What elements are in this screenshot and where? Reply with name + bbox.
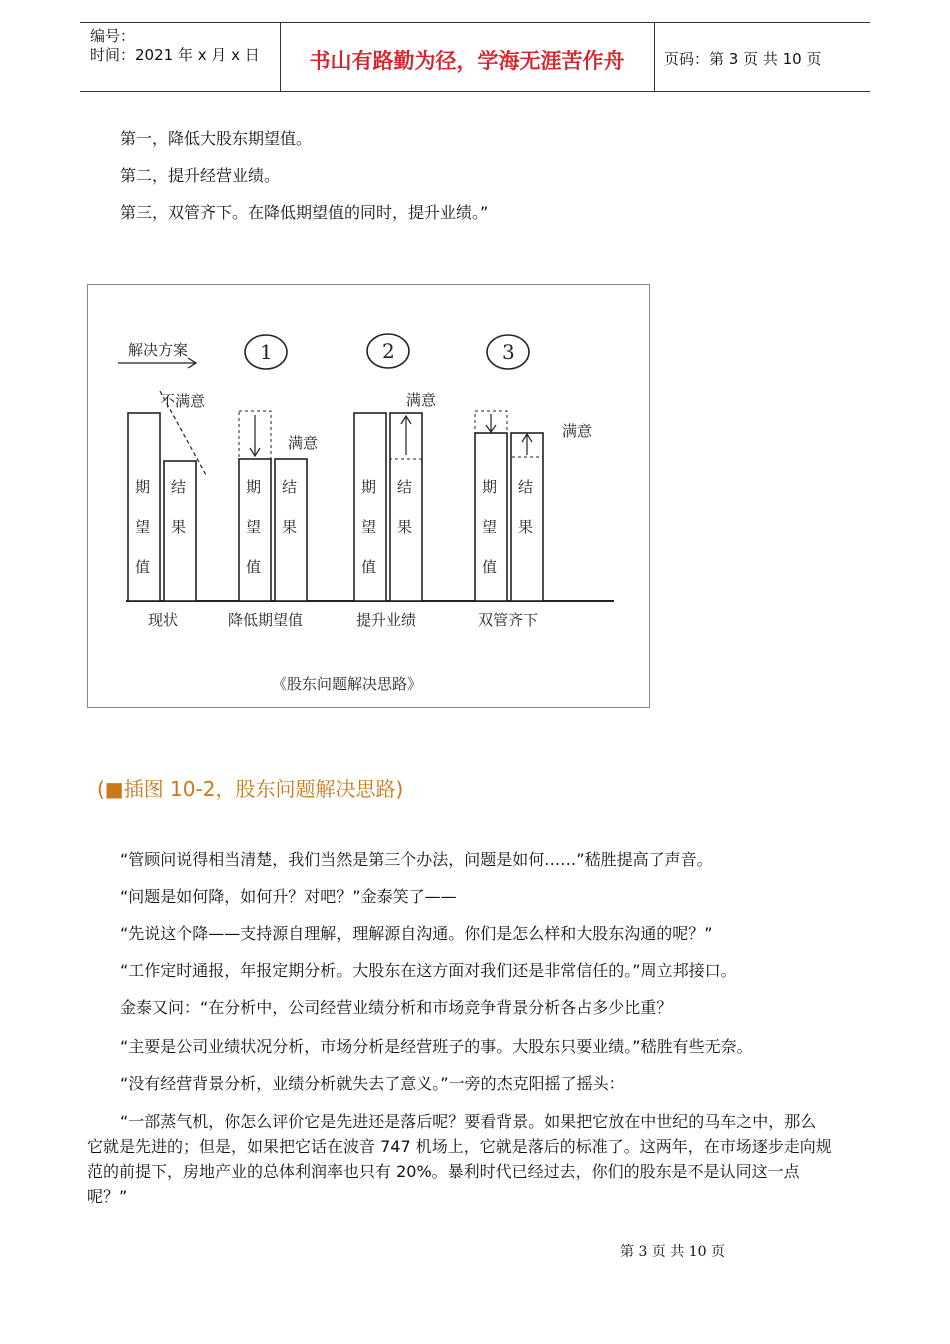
bar-char: 望 [482,518,498,536]
bar-char: 果 [518,518,534,536]
bar-result-both [511,433,543,601]
bar-char: 果 [397,518,413,536]
bar-char: 结 [397,478,413,496]
page-header [80,22,870,92]
bar-char: 结 [518,478,534,496]
arrow-label: 解决方案 [128,341,189,359]
body-line-3: “先说这个降——支持源自理解，理解源自沟通。你们是怎么样和大股东沟通的呢？” [120,924,713,943]
long-para-line-1: “一部蒸气机，你怎么评价它是先进还是落后呢？要看背景。如果把它放在中世纪的马车之中，那么 [120,1112,817,1131]
body-line-2: “问题是如何降，如何升？对吧？”金泰笑了—— [120,887,457,906]
long-para-line-3: 范的前提下，房地产业的总体利润率也只有 20%。暴利时代已经过去，你们的股东是不是认同这一点 [87,1162,800,1181]
intro-line-2: 第二，提升经营业绩。 [120,166,281,185]
svg-text:1: 1 [260,340,273,364]
bar-char: 值 [482,558,498,576]
header-divider [654,23,655,91]
header-time-label: 时间：2021 年 x 月 x 日 [90,46,260,64]
body-line-1: “管顾问说得相当清楚，我们当然是第三个办法，问题是如何……”嵇胜提高了声音。 [120,850,713,869]
solution-diagram [88,285,649,707]
group-label-lower: 降低期望值 [228,611,304,629]
long-para-line-2: 它就是先进的；但是，如果把它话在波音 747 机场上，它就是落后的标准了。这两年，在市场逐步走向规 [87,1137,832,1156]
bar-char: 望 [246,518,262,536]
note-unsatisfied: 不满意 [160,392,206,410]
header-meta [90,27,260,65]
bar-char: 期 [246,478,262,496]
bar-char: 望 [135,518,151,536]
group-label-both: 双管齐下 [478,611,539,629]
page-footer: 第 3 页 共 10 页 [620,1244,725,1260]
body-line-4: “工作定时通报，年报定期分析。大股东在这方面对我们还是非常信任的。”周立邦接口。 [120,961,737,980]
figure-caption: (■插图 10-2，股东问题解决思路) [97,777,404,801]
circle-number-1 [245,335,287,369]
bar-char: 结 [171,478,187,496]
note-satisfied-2: 满意 [406,391,437,409]
bar-char: 望 [361,518,377,536]
note-satisfied-1: 满意 [288,434,319,452]
bar-char: 期 [361,478,377,496]
header-number-label: 编号： [90,27,136,45]
bar-char: 果 [171,518,187,536]
intro-line-1: 第一，降低大股东期望值。 [120,129,313,148]
body-line-6: “主要是公司业绩状况分析，市场分析是经营班子的事。大股东只要业绩。”嵇胜有些无奈。 [120,1037,753,1056]
body-line-5: 金泰又问：“在分析中，公司经营业绩分析和市场竞争背景分析各占多少比重？ [120,998,673,1017]
group-label-status: 现状 [148,611,179,629]
note-satisfied-3: 满意 [562,422,593,440]
figure-title: 《股东问题解决思路》 [272,675,423,693]
svg-text:3: 3 [502,340,515,364]
bar-char: 结 [282,478,298,496]
header-page-code: 页码：第 3 页 共 10 页 [664,50,822,68]
svg-text:2: 2 [382,339,395,363]
bar-char: 果 [282,518,298,536]
circle-number-3 [487,335,529,369]
group-label-raise: 提升业绩 [356,611,417,629]
header-motto: 书山有路勤为径，学海无涯苦作舟 [309,48,625,73]
long-para-line-4: 呢？” [87,1187,128,1206]
circle-number-2 [367,334,409,368]
solution-figure [87,284,650,708]
bar-char: 值 [246,558,262,576]
intro-line-3: 第三，双管齐下。在降低期望值的同时，提升业绩。” [120,203,489,222]
body-line-7: “没有经营背景分析，业绩分析就失去了意义。”一旁的杰克阳摇了摇头： [120,1074,625,1093]
bar-char: 值 [361,558,377,576]
bar-char: 期 [135,478,151,496]
bar-char: 期 [482,478,498,496]
bar-char: 值 [135,558,151,576]
